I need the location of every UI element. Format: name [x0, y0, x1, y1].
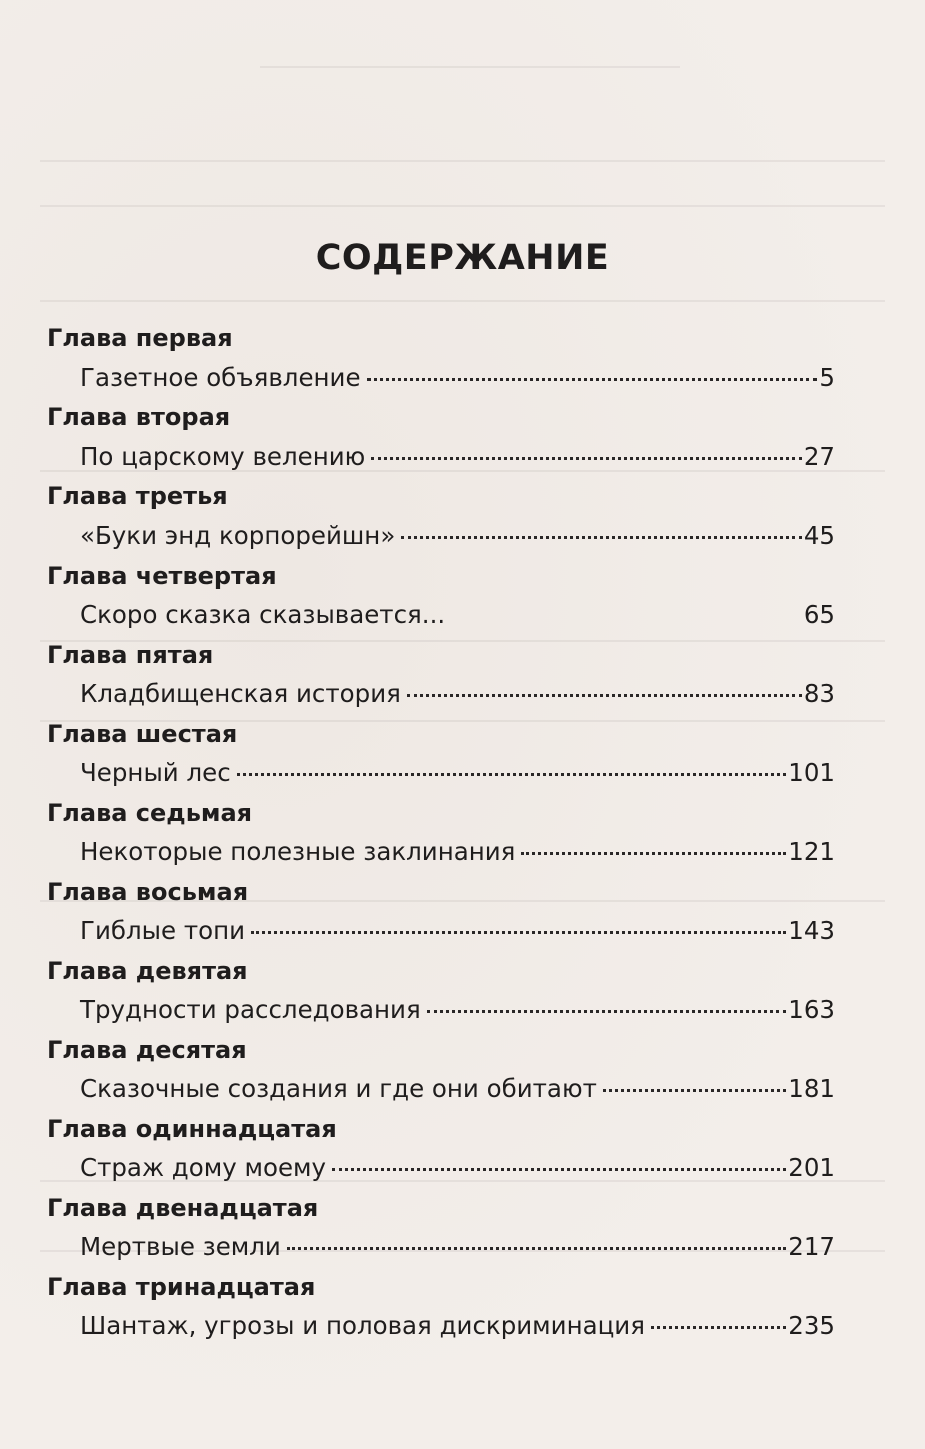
chapter-heading: Глава двенадцатая [47, 1194, 319, 1222]
chapter-heading: Глава тринадцатая [47, 1273, 316, 1301]
chapter-heading: Глава восьмая [47, 878, 249, 906]
page-number: 27 [803, 442, 835, 471]
dot-leader [287, 1247, 786, 1250]
toc-entry [80, 1311, 835, 1340]
chapter-heading: Глава девятая [47, 957, 248, 985]
entry-title: «Буки энд корпорейшн» [80, 521, 396, 550]
chapter-heading: Глава третья [47, 482, 228, 510]
toc-entry [80, 837, 835, 866]
entry-title: Кладбищенская история [80, 679, 401, 708]
toc-entry [80, 1074, 835, 1103]
dot-leader [603, 1089, 786, 1092]
toc-entry [80, 916, 835, 945]
entry-title: Некоторые полезные заклинания [80, 837, 516, 866]
page-title: СОДЕРЖАНИЕ [315, 238, 610, 278]
entry-title: Мертвые земли [80, 1232, 281, 1261]
page-number: 143 [788, 916, 835, 945]
toc-entry [80, 442, 835, 471]
chapter-heading: Глава седьмая [47, 799, 253, 827]
dot-leader [451, 615, 802, 618]
chapter-heading: Глава первая [47, 324, 233, 352]
entry-title: Скоро сказка сказывается... [80, 600, 446, 629]
entry-title: Газетное объявление [80, 363, 361, 392]
toc-entry [80, 600, 835, 629]
chapter-heading: Глава одиннадцатая [47, 1115, 337, 1143]
entry-title: Черный лес [80, 758, 231, 787]
page-number: 101 [788, 758, 835, 787]
chapter-heading: Глава пятая [47, 641, 214, 669]
page-number: 65 [803, 600, 835, 629]
dot-leader [651, 1326, 786, 1329]
toc-entry [80, 679, 835, 708]
page-number: 45 [803, 521, 835, 550]
page-number: 163 [788, 995, 835, 1024]
chapter-heading: Глава десятая [47, 1036, 247, 1064]
chapter-heading: Глава вторая [47, 403, 231, 431]
toc-entry [80, 521, 835, 550]
entry-title: Трудности расследования [80, 995, 421, 1024]
toc-entry [80, 1153, 835, 1182]
chapter-heading: Глава четвертая [47, 562, 277, 590]
dot-leader [407, 694, 802, 697]
entry-title: Шантаж, угрозы и половая дискриминация [80, 1311, 645, 1340]
page-number: 121 [788, 837, 835, 866]
page-number: 235 [788, 1311, 835, 1340]
dot-leader [427, 1010, 787, 1013]
dot-leader [367, 378, 818, 381]
page-number: 181 [788, 1074, 835, 1103]
entry-title: Гиблые топи [80, 916, 246, 945]
chapter-heading: Глава шестая [47, 720, 238, 748]
toc-entry [80, 758, 835, 787]
dot-leader [251, 931, 786, 934]
toc-entry [80, 995, 835, 1024]
dot-leader [237, 773, 787, 776]
entry-title: Сказочные создания и где они обитают [80, 1074, 597, 1103]
page-number: 83 [803, 679, 835, 708]
entry-title: По царскому велению [80, 442, 366, 471]
page-number: 201 [788, 1153, 835, 1182]
toc-entry [80, 1232, 835, 1261]
entry-title: Страж дому моему [80, 1153, 327, 1182]
toc-entry [80, 363, 835, 392]
dot-leader [371, 457, 802, 460]
dot-leader [521, 852, 786, 855]
dot-leader [401, 536, 801, 539]
page-number: 217 [788, 1232, 835, 1261]
dot-leader [332, 1168, 786, 1171]
page-number: 5 [819, 363, 835, 392]
